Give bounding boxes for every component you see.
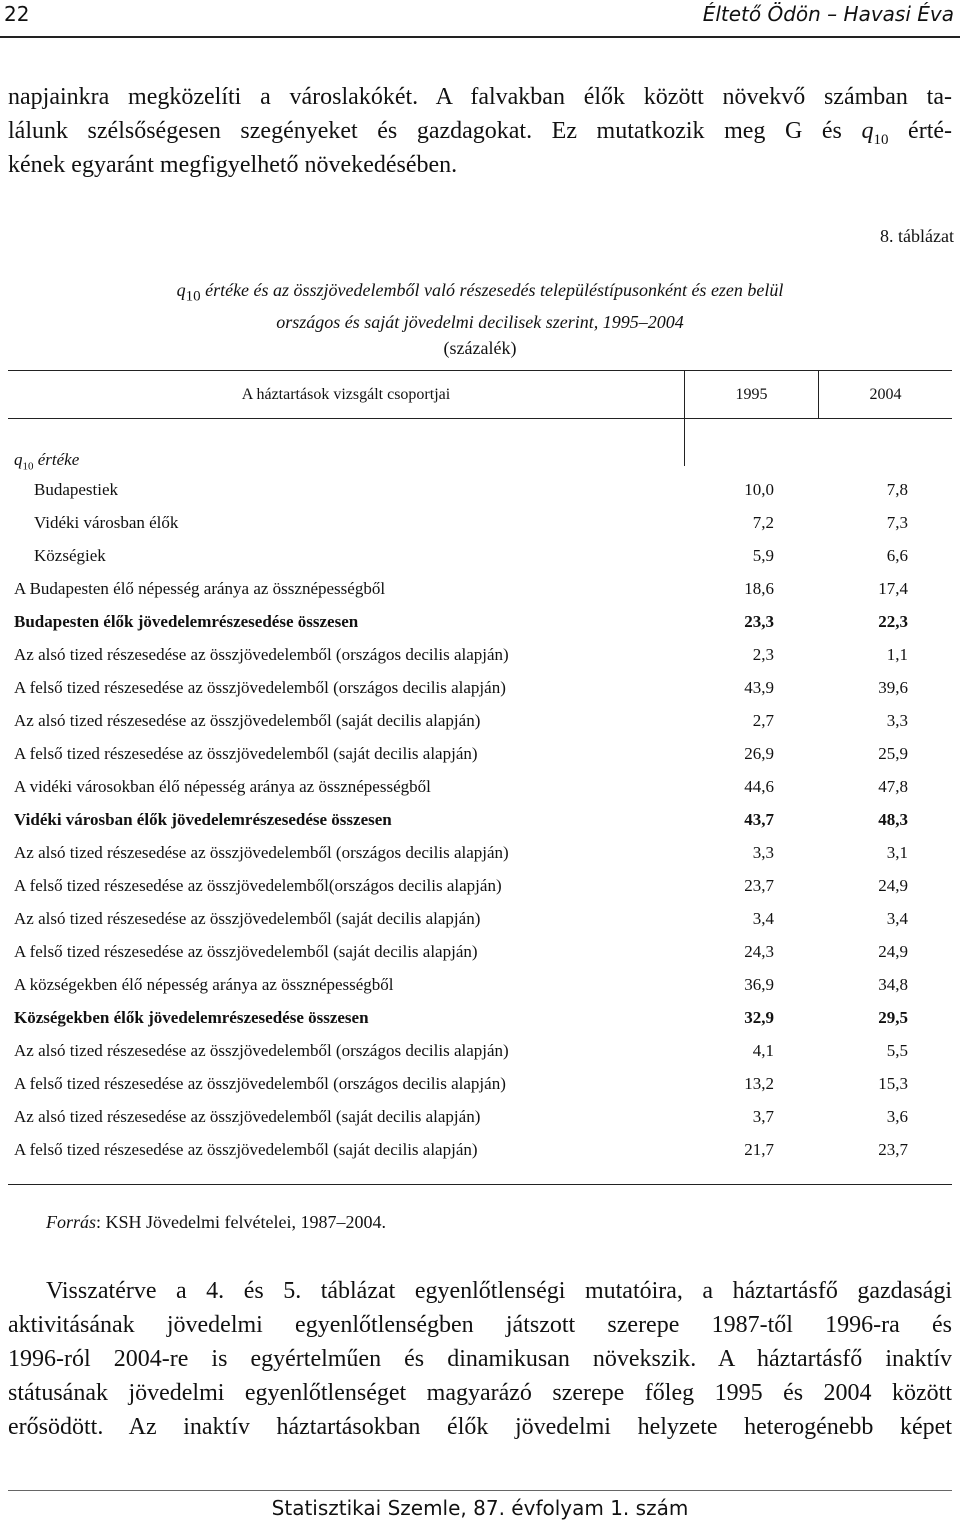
value-1995: 23,3 <box>744 612 774 631</box>
value-1995: 43,9 <box>744 678 774 697</box>
table-row <box>0 804 960 837</box>
row-label: Az alsó tized részesedése az összjövedelemből (országos decilis alapján) <box>14 645 509 664</box>
value-2004: 24,9 <box>878 942 908 961</box>
col-header-2004: 2004 <box>869 386 902 403</box>
table-row <box>0 870 960 903</box>
table-caption-unit: (százalék) <box>443 338 517 358</box>
value-1995: 7,2 <box>752 513 774 532</box>
table-row <box>0 474 960 507</box>
row-label: A felső tized részesedése az összjövedelemből(országos decilis alapján) <box>14 876 502 895</box>
value-2004: 6,6 <box>886 546 908 565</box>
value-1995: 18,6 <box>744 579 774 598</box>
source-text: : KSH Jövedelmi felvételei, 1987–2004. <box>96 1212 386 1232</box>
value-2004: 5,5 <box>886 1041 908 1060</box>
table-row <box>0 573 960 606</box>
row-label: Az alsó tized részesedése az összjövedelemből (országos decilis alapján) <box>14 1041 509 1060</box>
value-1995: 2,3 <box>752 645 774 664</box>
value-2004: 34,8 <box>878 975 908 994</box>
row-label: A felső tized részesedése az összjövedelemből (országos decilis alapján) <box>14 1074 506 1093</box>
table-row <box>0 936 960 969</box>
row-label: Vidéki városban élők <box>34 513 179 532</box>
row-label: Az alsó tized részesedése az összjövedelemből (saját decilis alapján) <box>14 1107 481 1126</box>
value-1995: 3,7 <box>752 1107 774 1126</box>
row-label: A községekben élő népesség aránya az össznépességből <box>14 975 394 994</box>
table-row <box>0 639 960 672</box>
intro-line-2 <box>8 114 952 148</box>
row-label: Budapesten élők jövedelemrészesedése összesen <box>14 612 359 631</box>
value-2004: 7,8 <box>886 480 908 499</box>
value-1995: 10,0 <box>744 480 774 499</box>
value-2004: 47,8 <box>878 777 908 796</box>
intro-line-1: napjainkra megközelíti a városlakókét. A falvakban élők között növekvő számban ta- <box>8 84 952 110</box>
value-1995: 2,7 <box>752 711 774 730</box>
value-1995: 3,4 <box>752 909 774 928</box>
row-label: Az alsó tized részesedése az összjövedelemből (saját decilis alapján) <box>14 711 481 730</box>
page-number: 22 <box>4 2 30 26</box>
closing-line-4: státusának jövedelmi egyenlőtlenséget magyarázó szerepe főleg 1995 és 2004 között <box>8 1380 952 1406</box>
value-1995: 13,2 <box>744 1074 774 1093</box>
table-row <box>0 540 960 573</box>
intro-paragraph <box>8 80 952 182</box>
value-2004: 29,5 <box>878 1008 908 1027</box>
table-row <box>0 507 960 540</box>
table-row <box>0 672 960 705</box>
source-label: Forrás <box>46 1212 97 1232</box>
value-1995: 21,7 <box>744 1140 774 1159</box>
caption-line-1-text: értéke és az összjövedelemből való részesedés településtípusonként és ezen belül <box>205 280 784 300</box>
closing-line-1: Visszatérve a 4. és 5. táblázat egyenlőtlenségi mutatóira, a háztartásfő gazdasági <box>46 1278 952 1304</box>
table-section-label: $q_{10}$ értéke <box>14 450 80 473</box>
value-2004: 15,3 <box>878 1074 908 1093</box>
table-row <box>0 837 960 870</box>
table-header-rule <box>8 418 952 419</box>
value-2004: 3,4 <box>886 909 908 928</box>
value-2004: 7,3 <box>886 513 908 532</box>
value-2004: 3,1 <box>886 843 908 862</box>
value-2004: 1,1 <box>886 645 908 664</box>
page-header <box>0 0 960 38</box>
value-1995: 36,9 <box>744 975 774 994</box>
table-row <box>0 738 960 771</box>
intro-line-2-text: lálunk szélsőségesen szegényeket és gazdagokat. Ez mutatkozik meg G és <box>8 118 842 144</box>
table-col-divider-1 <box>684 370 685 466</box>
value-1995: 23,7 <box>744 876 774 895</box>
row-label: Az alsó tized részesedése az összjövedelemből (országos decilis alapján) <box>14 843 509 862</box>
value-1995: 44,6 <box>744 777 774 796</box>
col-header-1995: 1995 <box>735 386 768 403</box>
value-2004: 39,6 <box>878 678 908 697</box>
row-label: Budapestiek <box>34 480 119 499</box>
value-2004: 25,9 <box>878 744 908 763</box>
value-1995: 43,7 <box>744 810 774 829</box>
closing-line-3: 1996-ról 2004-re is egyértelműen és dinamikusan növekszik. A háztartásfő inaktív <box>8 1346 952 1372</box>
table-row <box>0 969 960 1002</box>
closing-line-2: aktivitásának jövedelmi egyenlőtlenségben játszott szerepe 1987-től 1996-ra és <box>8 1312 952 1338</box>
value-1995: 3,3 <box>752 843 774 862</box>
table-row <box>0 1101 960 1134</box>
value-1995: 4,1 <box>752 1041 774 1060</box>
row-label: A felső tized részesedése az összjövedelemből (saját decilis alapján) <box>14 1140 478 1159</box>
value-2004: 23,7 <box>878 1140 908 1159</box>
caption-q10: $q_{10}$ <box>176 280 201 305</box>
row-label: Vidéki városban élők jövedelemrészesedése összesen <box>14 810 392 829</box>
value-2004: 17,4 <box>878 579 908 598</box>
table-row <box>0 606 960 639</box>
intro-line-2-tail: érté- <box>908 118 953 144</box>
row-label: A vidéki városokban élő népesség aránya az össznépességből <box>14 777 431 796</box>
value-1995: 32,9 <box>744 1008 774 1027</box>
table-top-rule <box>8 370 952 371</box>
row-label: A felső tized részesedése az összjövedelemből (saját decilis alapján) <box>14 744 478 763</box>
table-row <box>0 903 960 936</box>
value-1995: 24,3 <box>744 942 774 961</box>
row-label: A felső tized részesedése az összjövedelemből (országos decilis alapján) <box>14 678 506 697</box>
value-2004: 48,3 <box>878 810 908 829</box>
footer-rule <box>8 1490 952 1491</box>
row-label: Községekben élők jövedelemrészesedése összesen <box>14 1008 369 1027</box>
closing-paragraph <box>8 1274 952 1444</box>
value-1995: 5,9 <box>752 546 774 565</box>
journal-footer: Statisztikai Szemle, 87. évfolyam 1. szám <box>271 1496 689 1520</box>
table-row <box>0 1002 960 1035</box>
intro-q10: $q_{10}$ <box>861 118 889 148</box>
table-row <box>0 1068 960 1101</box>
table-row <box>0 771 960 804</box>
row-label: Községiek <box>34 546 106 565</box>
row-label: A felső tized részesedése az összjövedelemből (saját decilis alapján) <box>14 942 478 961</box>
table-caption-line-1 <box>0 280 960 306</box>
table-row <box>0 1134 960 1167</box>
intro-line-3: kének egyaránt megfigyelhető növekedésében. <box>8 152 458 178</box>
row-label: Az alsó tized részesedése az összjövedelemből (saját decilis alapján) <box>14 909 481 928</box>
value-1995: 26,9 <box>744 744 774 763</box>
running-title: Éltető Ödön – Havasi Éva <box>702 2 954 26</box>
closing-line-5: erősödött. Az inaktív háztartásokban élők jövedelmi helyzete heterogénebb képet <box>8 1414 952 1440</box>
table-label: 8. táblázat <box>880 226 954 246</box>
table-row <box>0 1035 960 1068</box>
table-bottom-rule <box>8 1184 952 1185</box>
value-2004: 24,9 <box>878 876 908 895</box>
value-2004: 3,3 <box>886 711 908 730</box>
table-source <box>46 1212 386 1233</box>
table-row <box>0 705 960 738</box>
value-2004: 22,3 <box>878 612 908 631</box>
table-caption-line-2: országos és saját jövedelmi decilisek szerint, 1995–2004 <box>276 312 684 332</box>
value-2004: 3,6 <box>886 1107 908 1126</box>
row-label: A Budapesten élő népesség aránya az össznépességből <box>14 579 386 598</box>
col-header-groups: A háztartások vizsgált csoportjai <box>241 386 451 403</box>
